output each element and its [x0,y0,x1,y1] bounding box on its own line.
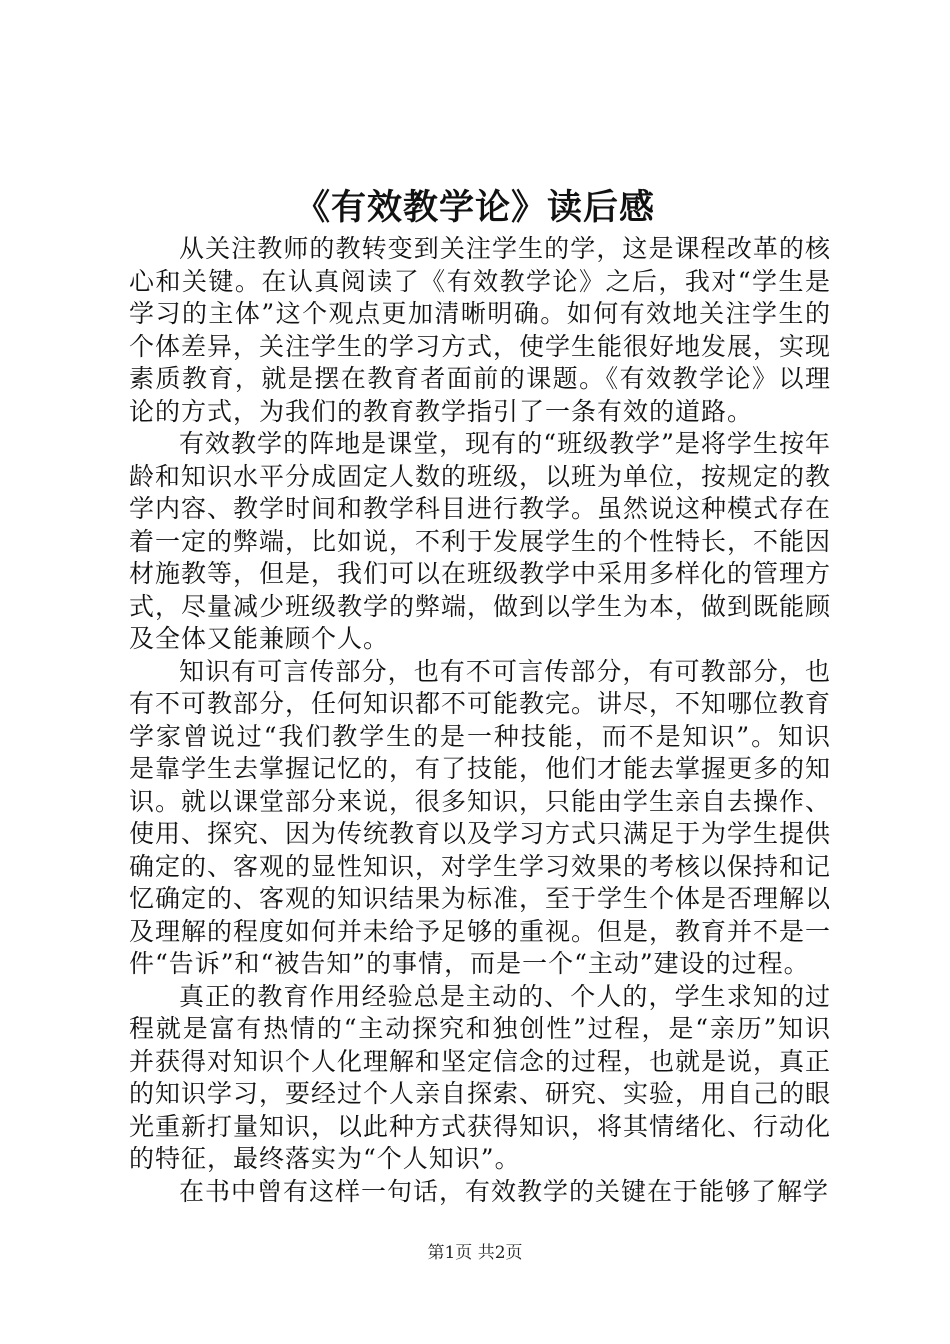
paragraph: 有效教学的阵地是课堂，现有的“班级教学”是将学生按年龄和知识水平分成固定人数的班级，以班为单位，按规定的教学内容、教学时间和教学科目进行教学。虽然说这种模式存在着一定的弊端，比如说，不利于发展学生的个性特长，不能因材施教等，但是，我们可以在班级教学中采用多样化的管理方式，尽量减少班级教学的弊端，做到以学生为本，做到既能顾及全体又能兼顾个人。 [129,429,832,653]
paragraph: 真正的教育作用经验总是主动的、个人的，学生求知的过程就是富有热情的“主动探究和独创性”过程，是“亲历”知识并获得对知识个人化理解和坚定信念的过程，也就是说，真正的知识学习，要经过个人亲自探索、研究、实验，用自己的眼光重新打量知识，以此种方式获得知识，将其情绪化、行动化的特征，最终落实为“个人知识”。 [129,981,832,1173]
paragraph: 从关注教师的教转变到关注学生的学，这是课程改革的核心和关键。在认真阅读了《有效教学论》之后，我对“学生是学习的主体”这个观点更加清晰明确。如何有效地关注学生的个体差异，关注学生的学习方式，使学生能很好地发展，实现素质教育，就是摆在教育者面前的课题。《有效教学论》以理论的方式，为我们的教育教学指引了一条有效的道路。 [129,234,832,426]
paragraph: 在书中曾有这样一句话，有效教学的关键在于能够了解学 [179,1176,830,1206]
document-title: 《有效教学论》读后感 [294,187,655,228]
paragraph: 知识有可言传部分，也有不可言传部分，有可教部分，也有不可教部分，任何知识都不可能教完。讲尽，不知哪位教育学家曾说过“我们教学生的是一种技能，而不是知识”。知识是靠学生去掌握记忆的，有了技能，他们才能去掌握更多的知识。就以课堂部分来说，很多知识，只能由学生亲自去操作、使用、探究、因为传统教育以及学习方式只满足于为学生提供确定的、客观的显性知识，对学生学习效果的考核以保持和记忆确定的、客观的知识结果为标准，至于学生个体是否理解以及理解的程度如何并未给予足够的重视。但是，教育并不是一件“告诉”和“被告知”的事情，而是一个“主动”建设的过程。 [129,656,832,978]
page-number-footer: 第1页 共2页 [427,1243,523,1263]
document-body [129,233,831,1208]
